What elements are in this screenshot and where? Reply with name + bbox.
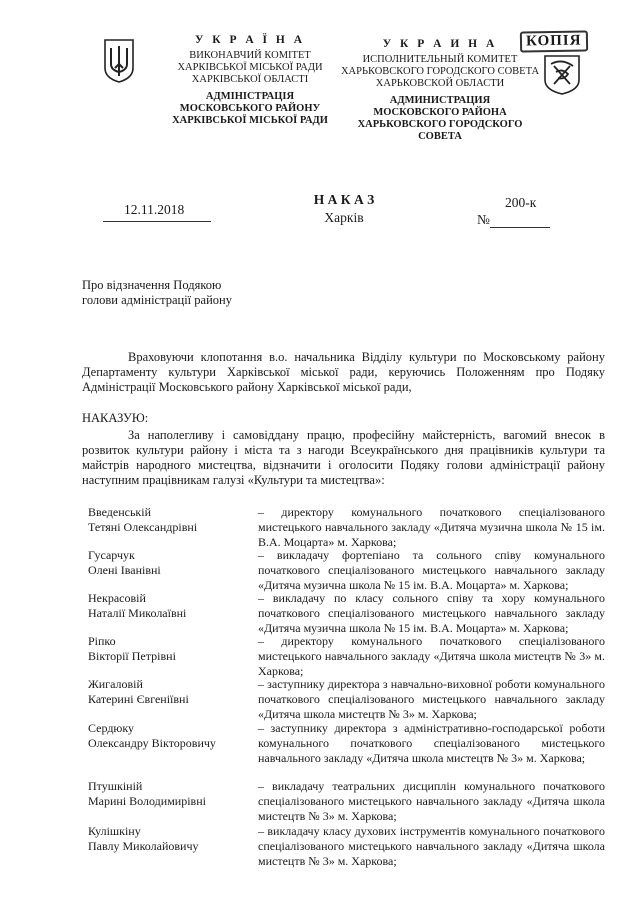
recipient-position: – викладачу класу духових інструментів комунального початкового спеціалізованого мистецького навчального закладу «Дитяча школа мистецтв № 3» м. Харкова; xyxy=(258,824,605,868)
committee-line: ХАРЬКОВСКОЙ ОБЛАСТИ xyxy=(375,78,505,89)
recipient-position: – викладачу по класу сольного співу та хору комунального початкового спеціалізованого мистецького навчального закладу «Дитяча музична школа № 15 ім. В.А. Моцарта» м. Харкова; xyxy=(258,591,605,635)
recipient-position: – викладачу театральних дисциплін комунального початкового спеціалізованого мистецького навчального закладу «Дитяча школа мистецтв № 3» м. Харкова; xyxy=(258,779,605,823)
header-ukrainian xyxy=(150,34,350,127)
administration-line: АДМИНИСТРАЦИЯ xyxy=(389,95,491,106)
committee-line: ХАРКІВСЬКОЇ ОБЛАСТІ xyxy=(191,74,309,85)
recipient-position: – директору комунального початкового спеціалізованого мистецького навчального закладу «Дитяча школа мистецтв № 3» м. Харкова; xyxy=(258,634,605,678)
recipient-position: – заступнику директора з навчально-виховної роботи комунального початкового спеціалізованого мистецького навчального закладу «Дитяча школа мистецтв № 3» м. Харкова; xyxy=(258,677,605,721)
committee-line: ВИКОНАВЧИЙ КОМІТЕТ xyxy=(189,50,311,61)
recipient-name: Кулішкіну Павлу Миколайовичу xyxy=(88,824,199,853)
subject-line: Про відзначення Подякою xyxy=(82,278,222,292)
number-underline xyxy=(490,227,550,228)
administration-line: АДМІНІСТРАЦІЯ xyxy=(205,91,295,102)
committee-line: ХАРЬКОВСКОГО ГОРОДСКОГО СОВЕТА xyxy=(340,66,540,77)
order-subject xyxy=(82,278,232,308)
order-point: За наполегливу і самовіддану працю, професійну майстерність, вагомий внесок в розвиток культури району і міста та з нагоди Всеукраїнського дня працівників культури та майстрів народного мистецтва, відзначити і оголосити Подяку голови адміністрації району наступним працівникам галузі «Культури та мистецтва»: xyxy=(82,428,605,487)
administration-line: ХАРЬКОВСКОГО ГОРОДСКОГО СОВЕТА xyxy=(357,119,523,142)
recipient-name: Ріпко Вікторії Петрівні xyxy=(88,634,176,663)
subject-line: голови адміністрації району xyxy=(82,293,232,307)
date-underline xyxy=(103,221,211,222)
recipient-name: Введенській Тетяні Олександрівні xyxy=(88,505,198,534)
committee-line: ХАРКІВСЬКОЇ МІСЬКОЇ РАДИ xyxy=(177,62,323,73)
preamble: Враховуючи клопотання в.о. начальника Відділу культури по Московському району Департаменту культури Харківської міської ради, керуючись Положенням про Подяку Адміністрації Московського району Харківської міської ради, xyxy=(82,350,605,394)
recipient-position: – директору комунального початкового спеціалізованого мистецького навчального закладу «Дитяча музична школа № 15 ім. В.А. Моцарта» м. Харкова; xyxy=(258,505,605,549)
country-name: У К Р А Ї Н А xyxy=(194,34,306,46)
recipient-name: Птушкіній Марині Володимирівні xyxy=(88,779,206,808)
coat-of-arms-kharkiv-icon xyxy=(542,54,582,96)
order-city: Харків xyxy=(324,210,364,225)
country-name: У К Р А И Н А xyxy=(382,38,498,50)
administration-line: МОСКОВСКОГО РАЙОНА xyxy=(373,107,507,118)
recipient-name: Сердюку Олександру Вікторовичу xyxy=(88,721,216,750)
administration-line: МОСКОВСЬКОГО РАЙОНУ xyxy=(179,103,321,114)
header-russian xyxy=(335,38,545,143)
order-number: 200-к xyxy=(505,195,537,210)
order-title: Н А К А З xyxy=(313,192,375,207)
administration-line: ХАРКІВСЬКОЇ МІСЬКОЇ РАДИ xyxy=(172,115,328,126)
recipient-name: Некрасовій Наталії Миколаївні xyxy=(88,591,187,620)
order-date: 12.11.2018 xyxy=(124,202,185,217)
copy-stamp: КОПІЯ xyxy=(520,30,588,52)
recipient-name: Гусарчук Олені Іванівні xyxy=(88,548,161,577)
recipient-position: – викладачу фортепіано та сольного співу комунального початкового спеціалізованого мистецького навчального закладу «Дитяча музична школа № 15 ім. В.А. Моцарта» м. Харкова; xyxy=(258,548,605,592)
recipient-position: – заступнику директора з адміністративно-господарської роботи комунального початкового спеціалізованого мистецького навчального закладу «Дитяча школа мистецтв № 3» м. Харкова; xyxy=(258,721,605,765)
number-label: № xyxy=(477,212,490,227)
order-word: НАКАЗУЮ: xyxy=(82,411,149,425)
coat-of-arms-ukraine-icon xyxy=(103,38,135,84)
recipient-name: Жигаловій Катерині Євгеніївні xyxy=(88,677,189,706)
committee-line: ИСПОЛНИТЕЛЬНЫЙ КОМИТЕТ xyxy=(362,54,518,65)
